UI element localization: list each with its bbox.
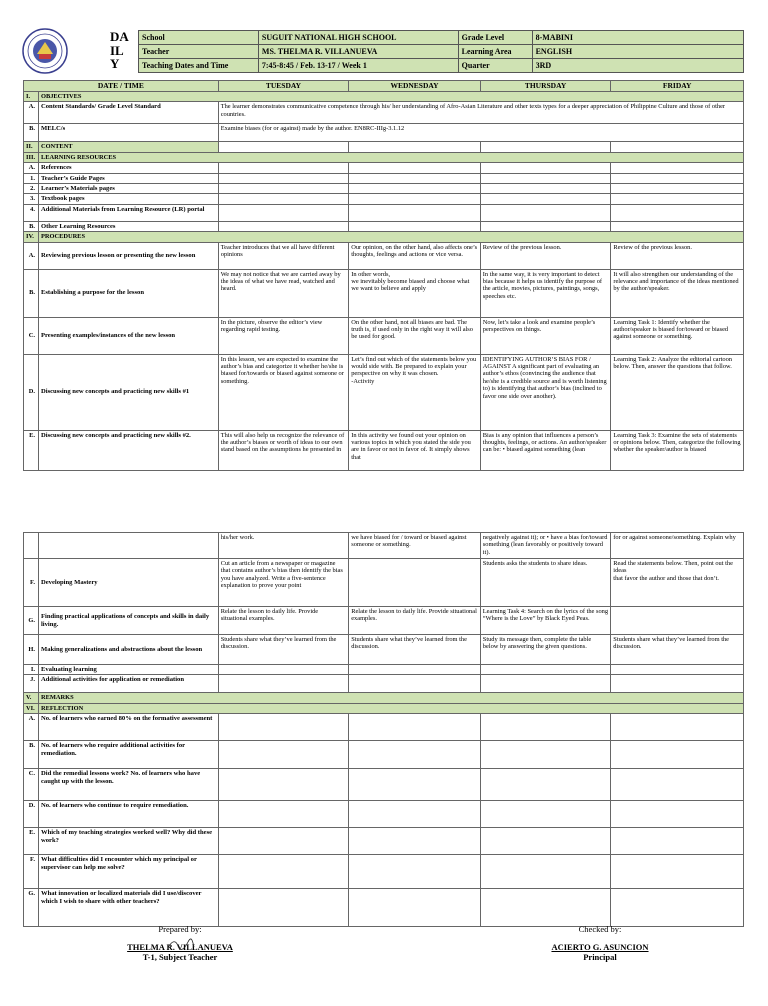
row-letter: G. [24,607,39,635]
resource-label: Additional Materials from Learning Resource (LR) portal [38,204,218,221]
row-letter: D. [24,801,39,828]
reflection-label: No. of learners who continue to require remediation. [38,801,218,828]
reflection-label: What difficulties did I encounter which my principal or supervisor can help me solve? [38,855,218,889]
grade-level-label: Grade Level [458,31,532,45]
teaching-dates-value: 7:45-8:45 / Feb. 13-17 / Week 1 [258,59,458,73]
cell-tuesday: Students share what they’ve learned from the discussion. [218,635,349,665]
section-content: CONTENT [38,142,218,152]
resource-label: Other Learning Resources [38,221,218,231]
row-letter: B. [24,269,39,317]
section-procedures: PROCEDURES [38,232,743,242]
prepared-by-name: THELMA R. VILLANUEVA [127,942,233,952]
cell-tuesday: This will also help us recognize the relevance of the author’s biases or worth of ideas to our own stand based on the assumptions he presented in [218,430,349,470]
deped-seal-logo [22,28,68,74]
resource-label: Textbook pages [38,194,218,204]
row-letter: B. [24,124,39,142]
row-letter: A. [24,714,39,741]
cell-wednesday: In other words, we inevitably become biased and choose what we want to believe and apply [349,269,481,317]
reflection-label: No. of learners who earned 80% on the formative assessment [38,714,218,741]
dll-letter: Y [110,56,120,71]
cell-friday: Learning Task 2: Analyze the editorial cartoon below. Then, answer the questions that follow. [611,354,744,430]
header-info-table [138,30,744,73]
learning-area-label: Learning Area [458,45,532,59]
school-value: SUGUIT NATIONAL HIGH SCHOOL [258,31,458,45]
cell-tuesday: In the picture, observe the editor’s view regarding rapid testing. [218,317,349,354]
cell-thursday: negatively against it); or • have a bias for/toward something (lean favorably or positively toward it). [480,533,611,559]
content-standards-label: Content Standards/ Grade Level Standard [38,102,218,124]
cell-thursday: Bias is any opinion that influences a person’s thoughts, feelings, or actions. An author/speaker can be: • biased against something (lean [480,430,611,470]
section-number: III. [24,152,39,162]
row-letter: E. [24,828,39,855]
grade-level-value: 8-MABINI [532,31,743,45]
melc-text: Examine biases (for or against) made by the author. EN8RC-IIIg-3.1.12 [218,124,743,142]
row-letter: 2. [24,184,39,194]
cell-wednesday: Let’s find out which of the statements below you would side with. Be prepared to explain your perspective on why it was chosen. -Activity [349,354,481,430]
column-header-thursday: THURSDAY [480,81,611,92]
content-standards-text: The learner demonstrates communicative competence through his/ her understanding of Afro-Asian Literature and other texts types for a deeper appreciation of Philippine Culture and those of other countries. [218,102,743,124]
row-letter: J. [24,675,39,693]
procedure-label: Establishing a purpose for the lesson [38,269,218,317]
row-letter: F. [24,559,39,607]
section-learning-resources: LEARNING RESOURCES [38,152,743,162]
cell-thursday: Students asks the students to share ideas. [480,559,611,607]
row-letter: F. [24,855,39,889]
procedure-label: Discussing new concepts and practicing new skills #2. [38,430,218,470]
row-letter: I. [24,665,39,675]
cell-wednesday [349,559,481,607]
procedure-label: Finding practical applications of concepts and skills in daily living. [38,607,218,635]
cell-friday: for or against someone/something. Explain why [611,533,744,559]
cell-wednesday: On the other hand, not all biases are bad. The truth is, if used only in the right way it will also be used for good. [349,317,481,354]
row-letter: 4. [24,204,39,221]
procedure-label: Reviewing previous lesson or presenting the new lesson [38,242,218,269]
checked-by-label: Checked by: [578,924,622,934]
section-reflection: REFLECTION [38,703,743,713]
row-letter: H. [24,635,39,665]
dll-title [110,30,140,71]
handwritten-signature [166,938,196,952]
cell-friday: Learning Task 3: Examine the sets of statements or opinions below. Then, categorize the following whether the speaker/author is biased [611,430,744,470]
cell-friday: Review of the previous lesson. [611,242,744,269]
quarter-value: 3RD [532,59,743,73]
row-letter: B. [24,741,39,769]
dll-letter: IL [110,42,124,58]
teacher-value: MS. THELMA R. VILLANUEVA [258,45,458,59]
dll-table-part1 [23,80,744,471]
cell-thursday: Now, let’s take a look and examine people’s perspectives on things. [480,317,611,354]
procedure-label: Making generalizations and abstractions about the lesson [38,635,218,665]
cell-friday: Students share what they’ve learned from the discussion. [611,635,744,665]
row-letter: A. [24,102,39,124]
cell-thursday: Learning Task 4: Search on the lyrics of the song “Where is the Love” by Black Eyed Peas. [480,607,611,635]
resource-label: Teacher’s Guide Pages [38,173,218,183]
section-number: VI. [24,703,39,713]
checked-by-block [520,924,680,962]
column-header-tuesday: TUESDAY [218,81,349,92]
resource-label: References [38,163,218,173]
row-letter: A. [24,242,39,269]
reflection-label: Which of my teaching strategies worked well? Why did these work? [38,828,218,855]
reflection-label: What innovation or localized materials did I use/discover which I wish to share with other teachers? [38,889,218,927]
row-letter: A. [24,163,39,173]
cell-friday: Learning Task 1: Identify whether the author/speaker is biased for/toward or biased against someone or something. [611,317,744,354]
checked-by-name: ACIERTO G. ASUNCION [551,942,649,952]
procedure-label: Developing Mastery [38,559,218,607]
procedure-label: Evaluating learning [38,665,218,675]
section-number: V. [24,693,39,703]
cell-wednesday: Students share what they’ve learned from the discussion. [349,635,481,665]
cell-thursday: Study its message then, complete the table below by answering the given questions. [480,635,611,665]
row-letter: 1. [24,173,39,183]
row-letter: B. [24,221,39,231]
cell-tuesday: his/her work. [218,533,349,559]
teacher-label: Teacher [139,45,259,59]
teaching-dates-label: Teaching Dates and Time [139,59,259,73]
procedure-label: Discussing new concepts and practicing new skills #1 [38,354,218,430]
melc-label: MELC/s [38,124,218,142]
reflection-label: Did the remedial lessons work? No. of learners who have caught up with the lesson. [38,769,218,801]
cell-tuesday: In this lesson, we are expected to examine the author’s bias and categorize it whether he/she is biased for/towards or biased against someone or something. [218,354,349,430]
cell-thursday: IDENTIFYING AUTHOR’S BIAS FOR / AGAINST A significant part of evaluating an author’s ethos (convincing the audience that he/she is a credible source and is worth listening to) is identifying that author’s bias (inclined to favor one side over another). [480,354,611,430]
row-letter: D. [24,354,39,430]
cell-friday: It will also strengthen our understanding of the relevance and importance of the ideas mentioned by the author/speaker. [611,269,744,317]
learning-area-value: ENGLISH [532,45,743,59]
dll-table-part2 [23,532,744,927]
column-header-wednesday: WEDNESDAY [349,81,481,92]
procedure-label: Additional activities for application or remediation [38,675,218,693]
dll-letter: DA [110,29,129,44]
cell-wednesday: In this activity we found out your opinion on various topics in which you stated the side you are in favor or not in favor of. It simply shows that [349,430,481,470]
prepared-by-position: T-1, Subject Teacher [142,952,218,962]
column-header-friday: FRIDAY [611,81,744,92]
reflection-label: No. of learners who require additional activities for remediation. [38,741,218,769]
cell-thursday: Review of the previous lesson. [480,242,611,269]
cell-tuesday: Relate the lesson to daily life. Provide situational examples. [218,607,349,635]
row-letter: C. [24,317,39,354]
prepared-by-label: Prepared by: [158,924,202,934]
cell-thursday: In the same way, it is very important to detect bias because it helps us identify the purpose of the article, movies, pictures, paintings, songs, speeches etc. [480,269,611,317]
cell-wednesday: Our opinion, on the other hand, also affects one’s thoughts, feelings and actions or vice versa. [349,242,481,269]
section-number: II. [24,142,39,152]
procedure-label: Presenting examples/instances of the new lesson [38,317,218,354]
cell-tuesday: Teacher introduces that we all have different opinions [218,242,349,269]
school-label: School [139,31,259,45]
resource-label: Learner’s Materials pages [38,184,218,194]
checked-by-position: Principal [583,952,617,962]
cell-tuesday: Cut an article from a newspaper or magazine that contains author’s bias then identify the bias you have analyzed. Write a five-sentence explanation to prove your point [218,559,349,607]
section-number: IV. [24,232,39,242]
column-header-date-time: DATE / TIME [24,81,219,92]
cell-friday: Read the statements below. Then, point out the ideas that favor the author and those that don’t. [611,559,744,607]
row-letter: E. [24,430,39,470]
section-remarks: REMARKS [38,693,743,703]
section-objectives: OBJECTIVES [38,92,743,102]
quarter-label: Quarter [458,59,532,73]
row-letter: C. [24,769,39,801]
cell-wednesday: Relate the lesson to daily life. Provide situational examples. [349,607,481,635]
cell-wednesday: we have biased for / toward or biased against someone or something. [349,533,481,559]
cell-tuesday: We may not notice that we are carried away by the ideas of what we have read, watched and heard. [218,269,349,317]
section-number: I. [24,92,39,102]
cell-friday [611,607,744,635]
row-letter: G. [24,889,39,927]
row-letter: 3. [24,194,39,204]
